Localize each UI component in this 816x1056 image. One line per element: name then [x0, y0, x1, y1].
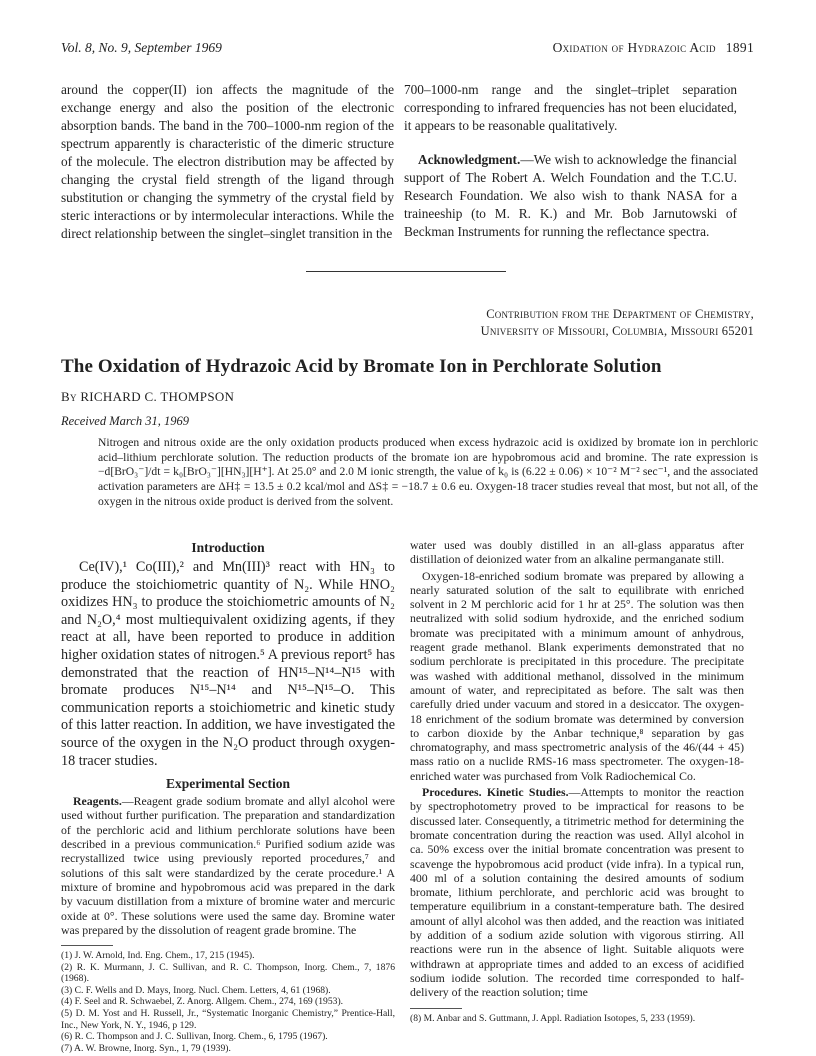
article-separator-rule: [306, 271, 506, 272]
reagents-text: —Reagent grade sodium bromate and allyl alcohol were used without further purification. The preparation and standardization of the perchloric acid and lithium perchlorate solutions have been described in a previous communication.⁶ Purified sodium azide was recrystallized twice using previously reported procedures,⁷ and solutions of this salt were standardized by the cerate procedure.¹ A mixture of bromine and hypobromous acid was prepared in the dark by vacuum distillation from a mixture of bromine water and mercuric oxide at 0°. These solutions were used the same day. Bromine water was prepared by the dissolution of reagent grade bromine. The: [61, 794, 395, 937]
footnote: (4) F. Seel and R. Schwaebel, Z. Anorg. Allgem. Chem., 274, 169 (1953).: [61, 996, 344, 1008]
contribution-line-1: Contribution from the Department of Chemistry,: [486, 307, 754, 321]
footnote-rule: [61, 945, 113, 946]
reagents-heading: Reagents.: [73, 794, 122, 809]
acknowledgment-heading: Acknowledgment.: [418, 152, 521, 167]
author-byline: By RICHARD C. THOMPSON: [61, 389, 235, 404]
body-left-column: [61, 540, 395, 1054]
introduction-paragraph: Ce(IV),¹ Co(III),² and Mn(III)³ react with HN₃ to produce the stoichiometric quantity of N₂. While HNO₂ oxidizes HN₃ to produce the stoichiometric amounts of N₂ and N₂O,⁴ most multiequivalent oxidizing agents, if they react at all, have been reported to produce in addition higher oxidation states of nitrogen.⁵ A previous report⁵ has demonstrated that the reaction of HN¹⁵–N¹⁴–N¹⁵ with bromate produces N¹⁵–N¹⁴ and N¹⁵–N¹⁵–O. This communication reports a stoichiometric and kinetic study of this latter reaction. In addition, we have investigated the source of the oxygen in the N₂O product through oxygen-18 tracer studies.: [61, 559, 395, 769]
footnote: (8) M. Anbar and S. Guttmann, J. Appl. Radiation Isotopes, 5, 233 (1959).: [410, 1012, 696, 1024]
oxygen18-paragraph: Oxygen-18-enriched sodium bromate was prepared by allowing a nearly saturated solution of the salt to equilibrate with enriched solvent in 2 M perchloric acid for 1 hr at 25°. The solution was then neutralized with solid sodium hydroxide, and the enriched sodium bromate was precipitated with a minimum amount of anhydrous, reagent grade methanol. Blank experiments demonstrated that no sodium perchlorate is precipitated in this procedure. The precipitate was washed with additional methanol, dissolved in the minimum amount of water, and reprecipitated as before. The salt was then carefully dried under vacuum and stored in a desiccator. The oxygen-18 enrichment of the sodium bromate was determined by conversion to carbon dioxide by the Anbar technique,⁸ separation by gas chromatography, and mass spectrometric analysis of the 46/(44 + 45) mass ratio on a nuclide RMS-16 mass spectrometer. The oxygen-18-enriched water was purchased from Volk Radiochemical Co.: [410, 568, 744, 783]
prev-article-paragraph-cont: 700–1000-nm range and the singlet–triplet separation corresponding to infrared frequencies has not been elucidated, it appears to be reasonable qualitatively.: [404, 82, 737, 133]
footnote: (3) C. F. Wells and D. Mays, Inorg. Nucl. Chem. Letters, 4, 61 (1968).: [61, 984, 331, 996]
contribution-line-2: University of Missouri, Columbia, Missouri 65201: [480, 324, 754, 338]
footnote-rule: [410, 1008, 462, 1009]
footnote: (7) A. W. Browne, Inorg. Syn., 1, 79 (1939).: [61, 1042, 231, 1054]
water-paragraph: water used was doubly distilled in an all-glass apparatus after distillation of deionized water from an alkaline permanganate still.: [410, 538, 744, 567]
procedures-paragraph: [410, 785, 744, 999]
prev-article-right-column: [404, 81, 737, 241]
footnote: (1) J. W. Arnold, Ind. Eng. Chem., 17, 215 (1945).: [61, 950, 255, 962]
received-date: Received March 31, 1969: [61, 414, 189, 428]
abstract-text: Nitrogen and nitrous oxide are the only oxidation products produced when excess hydrazoic acid is oxidized by bromate ion in perchloric acid–lithium perchlorate solution. The reduction products of the bromate ion are hypobromous acid and bromine. The rate expression is −d[BrO₃⁻]/dt = k₀[BrO₃⁻][HN₃][H⁺]. At 25.0° and 2.0 M ionic strength, the value of k₀ is (6.22 ± 0.06) × 10⁻² M⁻² sec⁻¹, and the associated activation parameters are ΔH‡ = 13.5 ± 0.2 kcal/mol and ΔS‡ = −18.7 ± 0.6 eu. Oxygen-18 tracer studies reveal that most, but not all, of the oxygen in the nitrous oxide product is derived from the solvent.: [98, 436, 758, 508]
article-title: The Oxidation of Hydrazoic Acid by Bromate Ion in Perchlorate Solution: [61, 356, 662, 377]
running-title: Oxidation of Hydrazoic Acid: [552, 40, 716, 55]
experimental-heading: Experimental Section: [165, 776, 291, 792]
footnote: (6) R. C. Thompson and J. C. Sullivan, Inorg. Chem., 6, 1795 (1967).: [61, 1031, 328, 1043]
procedures-text: —Attempts to monitor the reaction by spectrophotometry proved to be impractical for reasons to be discussed later. Consequently, a titrimetric method for determining the bromate concentration during the reaction was used. Allyl alcohol in ca. 50% excess over the initial bromate concentration was present to scavenge the hypobromous acid product (vide infra). In a typical run, 400 ml of a solution containing the desired amounts of sodium bromate, lithium perchlorate, and perchloric acid was brought to temperature equilibrium in a constant-temperature bath. The desired amount of allyl alcohol was then added, and the reaction was initiated by addition of a sodium azide solution with vigorous stirring. All reactions were run in the absence of light. Suitable aliquots were withdrawn at appropriate times and added to an excess of acidified sodium iodide solution. The recorded time corresponded to half-delivery of the reaction solution; time: [410, 785, 744, 1000]
body-right-column: [410, 538, 744, 1024]
prev-article-paragraph: around the copper(II) ion affects the magnitude of the exchange energy and also the position of the electronic absorption bands. The band in the 700–1000-nm region of the spectrum apparently is characteristic of the dimeric structure of the molecule. The electron distribution may be affected by changing the crystal field strength of the ligand through substitution or changing the symmetry of the crystal field by steric interactions or by intermolecular interactions. While the direct relationship between the singlet–singlet transition in the: [61, 82, 394, 241]
running-title-header: [553, 40, 754, 56]
procedures-heading: Procedures. Kinetic Studies.: [422, 785, 569, 800]
introduction-heading: Introduction: [191, 540, 265, 555]
contribution-affiliation: [481, 306, 754, 340]
page-number: 1891: [725, 40, 754, 55]
acknowledgment-paragraph: [404, 151, 737, 241]
footnote: (5) D. M. Yost and H. Russell, Jr., “Systematic Inorganic Chemistry,” Prentice-Hall, Inc., New York, N. Y., 1946, p 129.: [61, 1008, 395, 1031]
footnote: (2) R. K. Murmann, J. C. Sullivan, and R. C. Thompson, Inorg. Chem., 7, 1876 (1968).: [61, 961, 395, 985]
reagents-paragraph: [61, 794, 395, 937]
prev-article-left-column: [61, 81, 394, 243]
journal-volume-header: Vol. 8, No. 9, September 1969: [61, 40, 222, 55]
abstract: [98, 436, 758, 510]
acknowledgment-text: —We wish to acknowledge the financial support of The Robert A. Welch Foundation and the T.C.U. Research Foundation. We also wish to thank NASA for a traineeship (to M. R. K.) and Mr. Bob Jarnutowski of Beckman Instruments for running the reflectance spectra.: [404, 152, 737, 239]
